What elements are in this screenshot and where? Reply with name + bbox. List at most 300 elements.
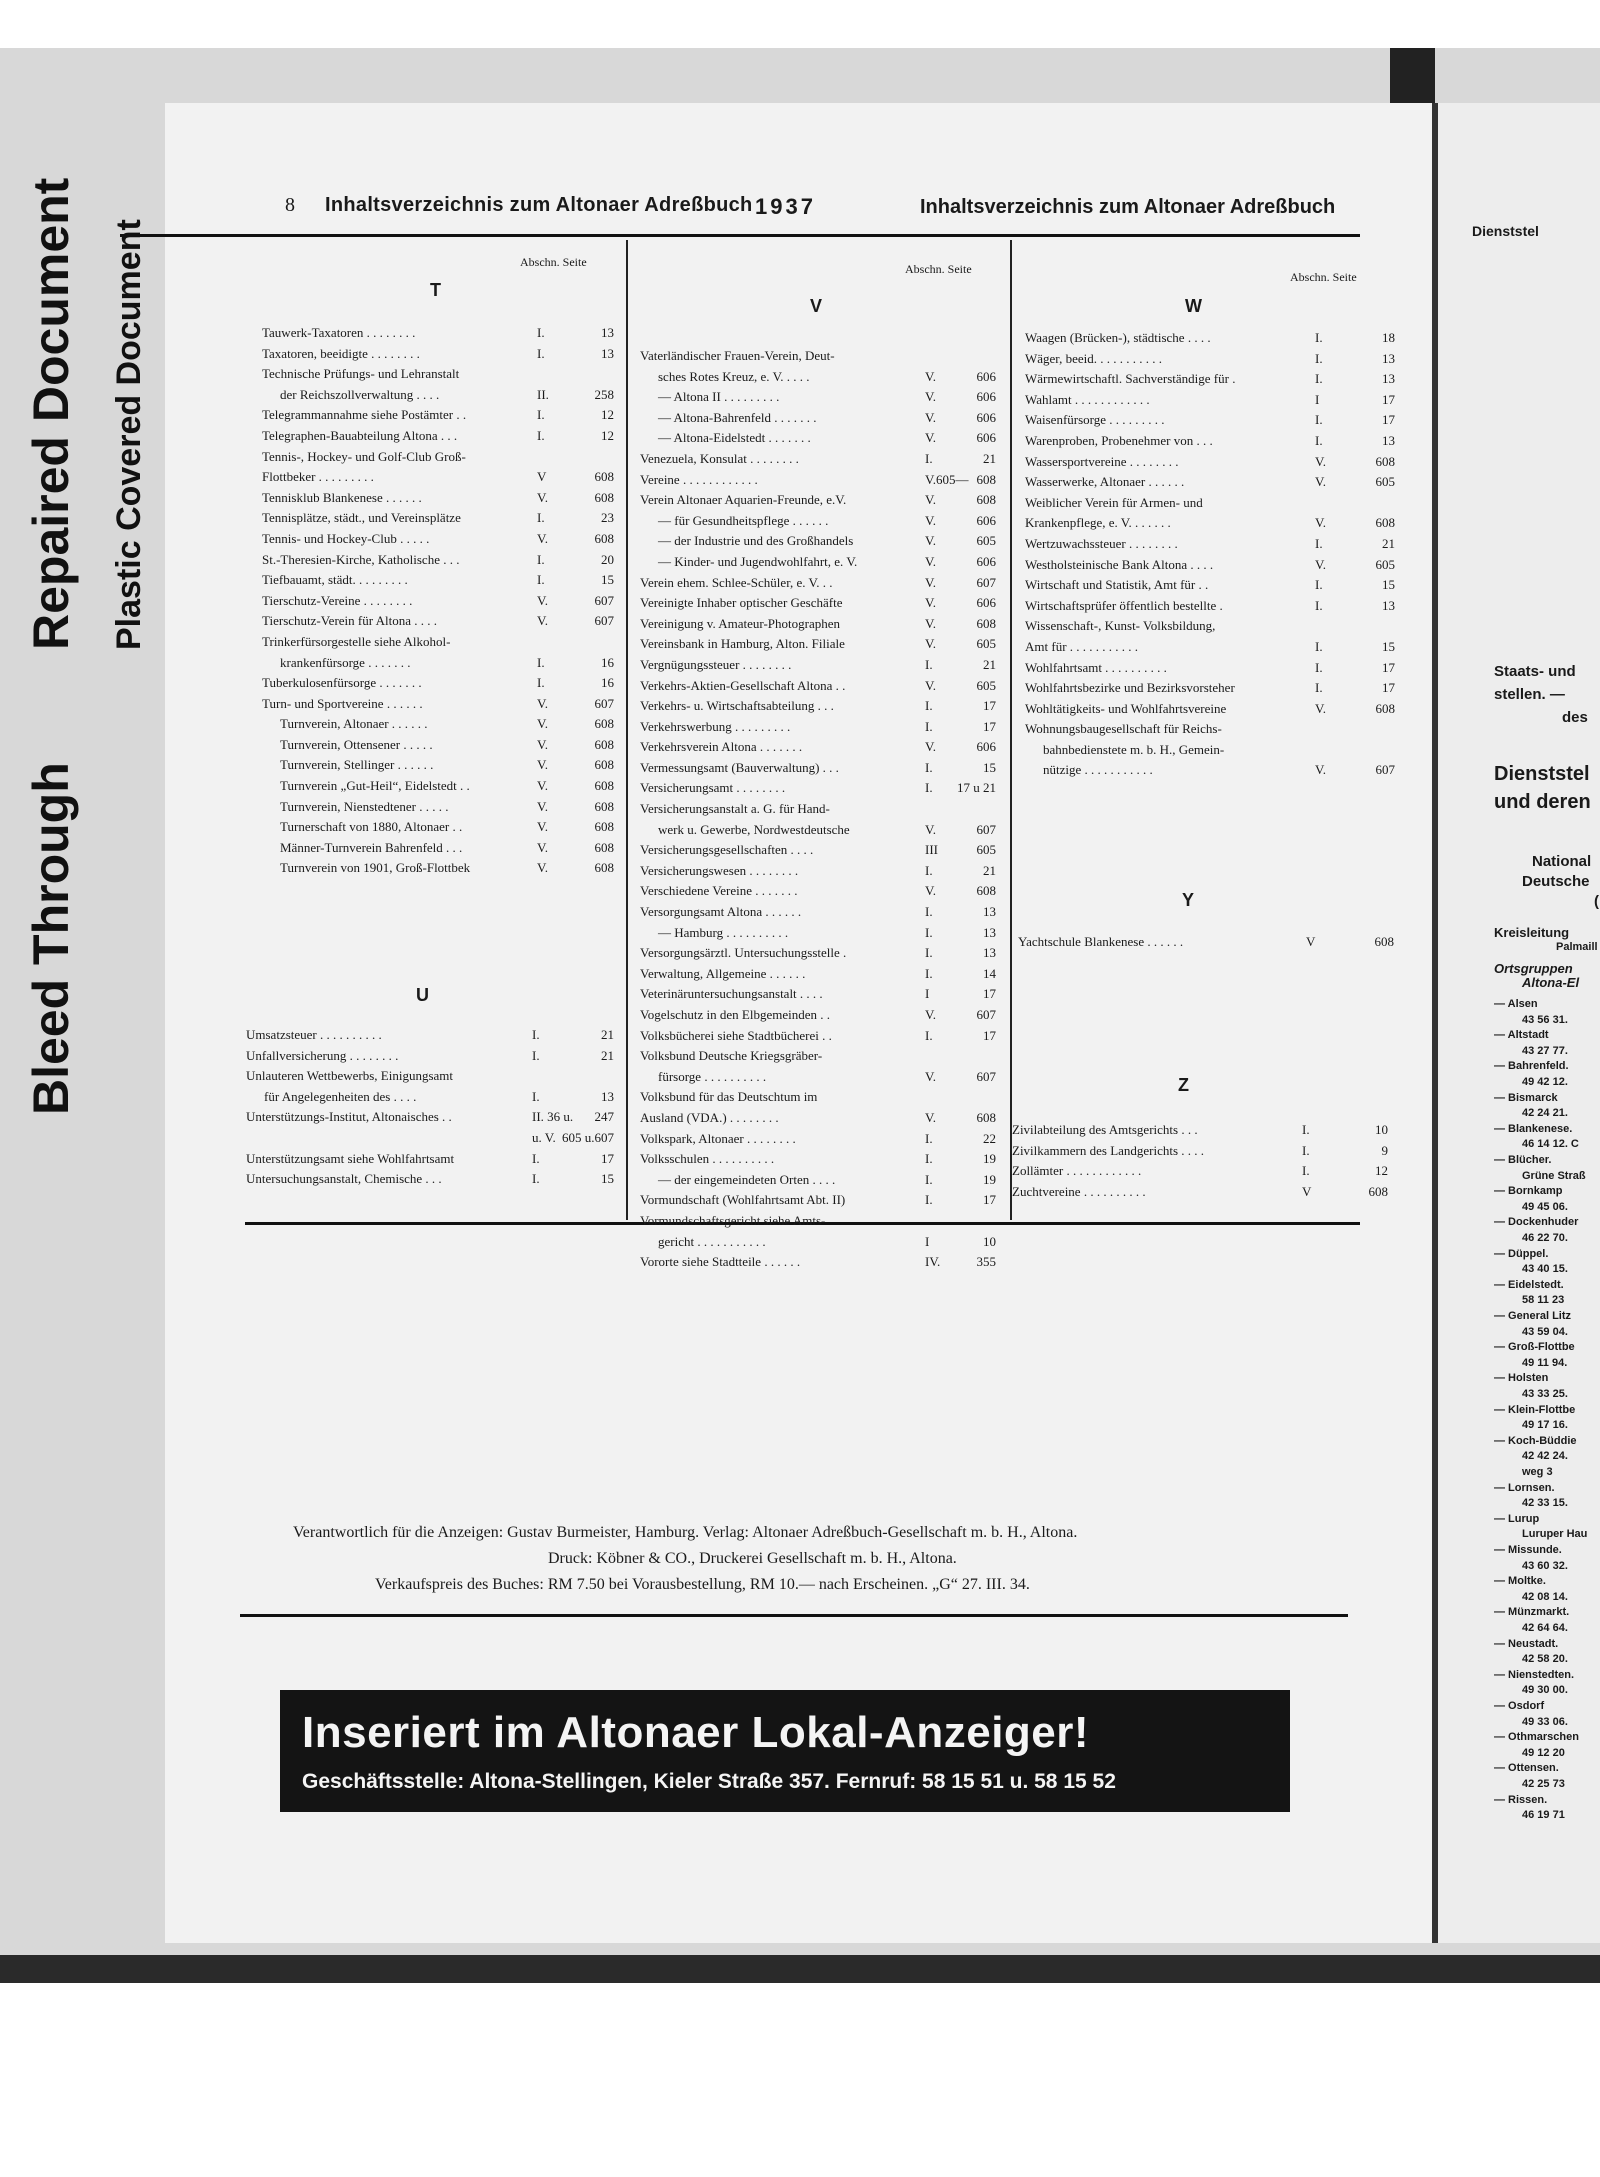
entry-section: V. [537, 592, 548, 608]
index-entry [1025, 328, 1395, 349]
adjacent-list-item: 43 60 32. [1522, 1559, 1568, 1572]
index-entry [640, 840, 995, 861]
entry-label: Vororte siehe Stadtteile . . . . . . [640, 1254, 801, 1270]
entry-page: 247 [594, 1109, 614, 1125]
entry-page: 13 [601, 345, 614, 361]
entry-label: Unfallversicherung . . . . . . . . [246, 1047, 399, 1063]
entry-label: Veterinäruntersuchungsanstalt . . . . [640, 986, 823, 1002]
entry-section: I. [532, 1027, 540, 1042]
entry-page: 606 [976, 512, 996, 528]
entry-page: 17 [1382, 391, 1395, 407]
index-entry [1025, 513, 1395, 534]
entry-section: I. [925, 450, 933, 466]
entry-label: Verein ehem. Schlee-Schüler, e. V. . . [640, 574, 833, 590]
entry-page: 17 u 21 [957, 780, 996, 796]
entry-label: nützige . . . . . . . . . . . [1043, 762, 1153, 778]
entry-section: V. [537, 695, 548, 711]
index-entry [640, 408, 995, 429]
entry-page: 13 [1382, 432, 1395, 448]
entry-page: 13 [1382, 597, 1395, 613]
adjacent-list-item: — Dockenhuder [1494, 1216, 1579, 1229]
entry-section: V. [1315, 556, 1326, 572]
adjacent-list-item: — Nienstedten. [1494, 1668, 1575, 1681]
entry-section: V.605— [925, 471, 969, 487]
index-entry [1025, 740, 1380, 761]
entry-page: 608 [594, 530, 614, 546]
entry-section: I. [537, 325, 545, 340]
entry-page: 607 [976, 574, 996, 590]
entry-section: V [1306, 934, 1316, 949]
entry-section: I. [532, 1047, 540, 1063]
entry-section: II. [537, 386, 549, 402]
index-entry [640, 1252, 995, 1273]
entry-label: Versicherungsanstalt a. G. für Hand- [640, 801, 830, 817]
index-entry [640, 799, 995, 820]
entry-page: 17 [983, 698, 996, 714]
adjacent-list-item: — Bahrenfeld. [1494, 1060, 1569, 1073]
index-entry [640, 696, 995, 717]
entry-section: V. [925, 533, 936, 549]
entry-page: 18 [1382, 330, 1395, 345]
adjacent-list-item: 42 33 15. [1522, 1497, 1568, 1510]
entry-section: V. [1315, 762, 1326, 778]
adjacent-list-item: — Holsten [1494, 1372, 1549, 1385]
entry-label: Wohlfahrtsamt . . . . . . . . . . [1025, 659, 1167, 675]
index-entry [640, 531, 995, 552]
entry-section: V. [925, 1109, 936, 1125]
entry-page: 15 [1382, 638, 1395, 654]
entry-label: sches Rotes Kreuz, e. V. . . . . [658, 368, 810, 384]
entry-page: 608 [594, 798, 614, 814]
label-bleed-through: Bleed Through [23, 762, 79, 1115]
entry-section: V. [925, 492, 936, 508]
index-entry [262, 405, 617, 426]
index-entry [640, 1026, 995, 1047]
entry-label: Wirtschaft und Statistik, Amt für . . [1025, 577, 1209, 593]
index-entry [262, 653, 617, 674]
entry-section: I. [1315, 412, 1323, 428]
adjacent-list-item: 42 08 14. [1522, 1590, 1568, 1603]
entry-label: Turnverein, Altonaer . . . . . . [280, 716, 428, 732]
entry-section: V. [925, 409, 936, 425]
entry-label: Turnverein, Nienstedtener . . . . . [280, 798, 449, 814]
col3-head: Abschn. Seite [1290, 270, 1357, 284]
entry-page: 21 [983, 862, 996, 878]
adjacent-text: Kreisleitung [1494, 925, 1570, 940]
entry-page: 606 [976, 595, 996, 611]
entry-section: I. [925, 965, 933, 981]
entry-page: 608 [594, 757, 614, 773]
entry-label: fürsorge . . . . . . . . . . [658, 1068, 767, 1084]
adjacent-list-item: 49 17 16. [1522, 1419, 1568, 1432]
entry-page: 608 [594, 469, 614, 485]
col1-head: Abschn. Seite [520, 255, 587, 269]
entry-page: 10 [983, 1233, 996, 1249]
index-entry [640, 881, 995, 902]
entry-label: Vereinigte Inhaber optischer Geschäfte [640, 595, 843, 611]
entry-label: Turnverein „Gut-Heil“, Eidelstedt . . [280, 778, 470, 794]
entry-label: — Altona II . . . . . . . . . [658, 389, 780, 405]
entry-label: Trinkerfürsorgestelle siehe Alkohol- [262, 633, 451, 649]
letter-v: V [810, 296, 825, 316]
adjacent-text: Palmaill [1556, 941, 1598, 953]
adjacent-list-item: 43 33 25. [1522, 1388, 1568, 1400]
index-entry [262, 591, 617, 612]
entry-label: Wahlamt . . . . . . . . . . . . [1025, 391, 1150, 407]
index-entry [1025, 699, 1395, 720]
entry-label: Vermessungsamt (Bauverwaltung) . . . [640, 759, 839, 775]
index-entry [262, 550, 617, 571]
entry-section: I. [925, 780, 933, 796]
index-entry [262, 735, 617, 756]
adjacent-list-item: Grüne Straß [1522, 1169, 1586, 1182]
adjacent-list-item: 49 33 06. [1522, 1715, 1568, 1728]
index-entry [1025, 719, 1380, 740]
entry-section: V. [925, 574, 936, 590]
entry-page: 21 [983, 450, 996, 466]
entry-label: Verkehrswerbung . . . . . . . . . [640, 718, 791, 734]
entry-section: V. [537, 757, 548, 773]
letter-w: W [1185, 296, 1204, 316]
entry-label: Unterstützungsamt siehe Wohlfahrtsamt [246, 1150, 455, 1166]
letter-z: Z [1178, 1075, 1191, 1095]
adjacent-list-item: 42 24 21. [1522, 1107, 1568, 1120]
adjacent-list-item: 42 64 64. [1522, 1622, 1568, 1634]
entry-section: V. [925, 1007, 936, 1022]
entry-label: Krankenpflege, e. V. . . . . . . [1025, 515, 1171, 531]
entry-label: Versorgungsärztl. Untersuchungsstelle . [640, 945, 847, 961]
adjacent-list-item: — Ottensen. [1494, 1762, 1559, 1775]
adjacent-list-item: — Klein-Flottbe [1494, 1403, 1576, 1416]
entry-label: Unterstützungs-Institut, Altonaisches . . [246, 1109, 452, 1125]
index-entry [262, 508, 617, 529]
page-number: 8 [285, 194, 295, 216]
entry-section: V. [925, 1068, 936, 1084]
entry-page: 21 [601, 1047, 614, 1063]
index-entry [640, 470, 995, 491]
adjacent-list-item: — Groß-Flottbe [1494, 1341, 1575, 1354]
entry-label: Verschiedene Vereine . . . . . . . [640, 883, 798, 899]
index-entry [246, 1025, 617, 1046]
entry-section: I. [532, 1088, 540, 1104]
header-title-right: Inhaltsverzeichnis zum Altonaer Adreßbuch [920, 196, 1336, 218]
index-entry [246, 1066, 617, 1087]
entry-label: Tierschutz-Verein für Altona . . . . [262, 613, 437, 629]
entry-page: 15 [983, 759, 996, 775]
index-entry [1012, 1161, 1388, 1182]
index-entry [262, 447, 617, 468]
entry-section: I. [532, 1171, 540, 1187]
entry-page: 606 [976, 430, 996, 446]
index-column-t [262, 323, 617, 879]
entry-page: 608 [594, 819, 614, 835]
entry-section: I. [537, 345, 545, 361]
entry-label: Vormundschaftsgericht siehe Amts- [640, 1212, 826, 1228]
entry-label: Wärmewirtschaftl. Sachverständige für . [1025, 371, 1236, 387]
entry-page: 16 [601, 654, 614, 670]
entry-section: I [1315, 391, 1320, 407]
entry-label: Versorgungsamt Altona . . . . . . [640, 904, 802, 920]
entry-label: Untersuchungsanstalt, Chemische . . . [246, 1171, 442, 1187]
entry-page: 21 [983, 656, 996, 672]
entry-page: 608 [594, 489, 614, 505]
entry-label: Warenproben, Probenehmer von . . . [1025, 432, 1213, 448]
entry-section: I. [1315, 371, 1323, 387]
entry-page: 15 [601, 1171, 614, 1187]
entry-page: 608 [594, 839, 614, 855]
entry-label: krankenfürsorge . . . . . . . [280, 654, 411, 670]
entry-label: Ausland (VDA.) . . . . . . . . [640, 1109, 779, 1125]
entry-label: für Angelegenheiten des . . . . [264, 1088, 417, 1104]
entry-section: V. [537, 798, 548, 814]
entry-section: V. [537, 489, 548, 505]
adjacent-list-item: — Münzmarkt. [1494, 1606, 1570, 1619]
entry-label: — Altona-Eidelstedt . . . . . . . [658, 430, 811, 446]
entry-label: Zivilkammern des Landgerichts . . . . [1012, 1142, 1205, 1158]
entry-page: 13 [983, 945, 996, 961]
adjacent-header: Dienststel [1472, 223, 1539, 239]
entry-page: 608 [594, 860, 614, 876]
entry-label: Telegraphen-Bauabteilung Altona . . . [262, 427, 458, 443]
adjacent-list-item: — Othmarschen [1494, 1731, 1579, 1744]
entry-page: 23 [601, 510, 614, 526]
entry-label: Waagen (Brücken-), städtische . . . . [1025, 330, 1211, 345]
entry-page: 608 [976, 615, 996, 631]
entry-page: 13 [601, 1088, 614, 1104]
index-entry [640, 511, 995, 532]
entry-page: 17 [983, 1027, 996, 1043]
index-entry [262, 529, 617, 550]
entry-section: I. [537, 675, 545, 691]
adjacent-list-item: — Lurup [1494, 1512, 1540, 1525]
adjacent-list-item: 43 40 15. [1522, 1263, 1568, 1276]
entry-page: 608 [594, 716, 614, 732]
index-entry [262, 776, 617, 797]
entry-section: V. [925, 430, 936, 446]
entry-section: I. [925, 1151, 933, 1167]
index-entry [640, 820, 995, 841]
entry-page: 12 [601, 407, 614, 423]
entry-page: 606 [976, 739, 996, 755]
entry-section: I. [1302, 1163, 1310, 1179]
adjacent-text: Deutsche [1522, 873, 1590, 890]
index-entry [640, 346, 995, 367]
adjacent-list-item: — Alsen [1494, 998, 1538, 1010]
index-entry [262, 323, 617, 344]
entry-section: I. [537, 572, 545, 588]
entry-label: gericht . . . . . . . . . . . [658, 1233, 766, 1249]
index-entry [640, 1129, 995, 1150]
index-entry [1012, 1141, 1388, 1162]
entry-page: 605 [976, 842, 996, 858]
index-entry [262, 838, 617, 859]
letter-u: U [416, 985, 431, 1005]
entry-label: Versicherungsamt . . . . . . . . [640, 780, 786, 796]
entry-page: 606 [976, 368, 996, 384]
entry-label: Wertzuwachssteuer . . . . . . . . [1025, 535, 1178, 551]
index-entry [640, 1190, 995, 1211]
index-entry [1025, 534, 1395, 555]
index-entry [262, 797, 617, 818]
entry-section: V. [925, 368, 936, 384]
entry-section: I. [532, 1150, 540, 1166]
adjacent-list-item: — Eidelstedt. [1494, 1278, 1564, 1291]
index-entry [640, 552, 995, 573]
entry-page: 12 [1375, 1163, 1388, 1179]
entry-label: Westholsteinische Bank Altona . . . . [1025, 556, 1214, 572]
index-entry [246, 1149, 617, 1170]
entry-section: V. [925, 553, 936, 569]
index-entry [640, 634, 995, 655]
entry-section: I. [537, 427, 545, 443]
entry-page: 17 [1382, 659, 1395, 675]
entry-section: I. [925, 924, 933, 940]
index-entry [640, 717, 995, 738]
index-entry [262, 426, 617, 447]
adjacent-list-item: 49 30 00. [1522, 1684, 1568, 1697]
scan-bottom-edge [0, 1955, 1600, 1983]
entry-page: 14 [983, 965, 996, 981]
entry-page: 17 [601, 1150, 614, 1166]
header-title-left: Inhaltsverzeichnis zum Altonaer Adreßbuch [325, 194, 753, 216]
index-entry [1025, 760, 1395, 781]
entry-section: I. [537, 551, 545, 567]
document-labels [22, 177, 152, 1120]
entry-page: 605 [976, 533, 996, 549]
entry-section: I. [925, 904, 933, 920]
entry-page: 608 [976, 471, 996, 487]
entry-section: V. [537, 530, 548, 546]
entry-section: I. [925, 862, 933, 878]
adjacent-list-item: 42 25 73 [1522, 1778, 1565, 1790]
entry-section: III [925, 842, 938, 858]
entry-page: 606 [976, 409, 996, 425]
entry-page: 17 [1382, 412, 1395, 428]
index-entry [246, 1107, 617, 1128]
entry-section: I. [925, 718, 933, 734]
adjacent-list-item: — Neustadt. [1494, 1637, 1559, 1650]
entry-page: 608 [594, 736, 614, 752]
index-entry [640, 387, 995, 408]
entry-page: 20 [601, 551, 614, 567]
entry-label: Zollämter . . . . . . . . . . . . [1012, 1163, 1142, 1179]
entry-section: V. [537, 860, 548, 876]
entry-section: V. [925, 821, 936, 837]
entry-section: V [537, 469, 547, 485]
adjacent-list-item: — Altstadt [1494, 1029, 1549, 1042]
column-rule [1010, 240, 1012, 1220]
entry-label: Verkehrs- u. Wirtschaftsabteilung . . . [640, 698, 834, 714]
entry-section: I. [1315, 577, 1323, 593]
adjacent-list-item: — Bismarck [1494, 1091, 1558, 1104]
entry-label: Tennis-, Hockey- und Golf-Club Groß- [262, 448, 466, 464]
entry-section: V. [537, 716, 548, 732]
adjacent-text: ( [1594, 893, 1599, 910]
index-entry [640, 1170, 995, 1191]
adjacent-text: Altona-El [1522, 975, 1580, 990]
entry-page: 13 [1382, 371, 1395, 387]
entry-page: 605 [976, 677, 996, 693]
entry-label: — der eingemeindeten Orten . . . . [658, 1171, 836, 1187]
entry-section: I. [1302, 1122, 1310, 1137]
entry-section: I. [1315, 597, 1323, 613]
index-entry [1025, 349, 1395, 370]
index-entry [262, 632, 617, 653]
entry-section: V [1302, 1183, 1312, 1199]
entry-page: 355 [976, 1254, 996, 1270]
adjacent-list-item: 46 14 12. C [1522, 1138, 1579, 1151]
entry-label: Wassersportvereine . . . . . . . . [1025, 453, 1179, 469]
entry-page: 258 [594, 386, 614, 402]
index-entry [262, 714, 617, 735]
index-entry [262, 467, 617, 488]
entry-section: I. [537, 510, 545, 526]
adjacent-list-item: 58 11 23 [1522, 1294, 1565, 1307]
entry-label: Volksbund für das Deutschtum im [640, 1089, 818, 1105]
adjacent-list-item: — Lornsen. [1494, 1481, 1555, 1494]
adjacent-list-item: 49 12 20 [1522, 1746, 1565, 1759]
entry-label: Turnverein von 1901, Groß-Flottbek [280, 860, 471, 876]
index-entry [1025, 410, 1395, 431]
entry-page: 608 [976, 1109, 996, 1125]
entry-page: 608 [1368, 1183, 1388, 1199]
entry-page: 19 [983, 1171, 996, 1187]
entry-page: 17 [983, 718, 996, 734]
index-entry [640, 984, 995, 1005]
entry-section: V. [925, 615, 936, 631]
entry-section: I. [1315, 350, 1323, 366]
entry-page: 21 [1382, 535, 1395, 551]
entry-page: 606 [976, 553, 996, 569]
entry-page: 19 [983, 1151, 996, 1167]
entry-section: V. [1315, 515, 1326, 531]
adjacent-page [1432, 103, 1600, 1943]
entry-label: Vormundschaft (Wohlfahrtsamt Abt. II) [640, 1192, 846, 1208]
entry-page: 607 [976, 1068, 996, 1084]
entry-page: 13 [983, 904, 996, 920]
entry-page: 15 [1382, 577, 1395, 593]
adjacent-list-item: — Blankenese. [1494, 1122, 1573, 1135]
letter-y: Y [1182, 890, 1197, 910]
index-entry [262, 488, 617, 509]
entry-page: 9 [1381, 1142, 1388, 1158]
index-entry [1025, 637, 1395, 658]
index-entry [1012, 1120, 1388, 1141]
adjacent-list-item: 42 42 24. [1522, 1450, 1568, 1463]
entry-label: Volksbund Deutsche Kriegsgräber- [640, 1048, 823, 1064]
entry-label: Waisenfürsorge . . . . . . . . . [1025, 412, 1165, 428]
index-entry [1025, 472, 1395, 493]
index-entry [640, 1149, 995, 1170]
adjacent-list-item: 43 56 31. [1522, 1013, 1568, 1026]
entry-page: 608 [976, 492, 996, 508]
index-entry [262, 755, 617, 776]
entry-page: 608 [1375, 700, 1395, 716]
index-entry [640, 593, 995, 614]
entry-label: Tennis- und Hockey-Club . . . . . [262, 530, 430, 546]
index-entry [1025, 678, 1395, 699]
entry-page: 607 [594, 695, 614, 711]
index-entry [640, 490, 995, 511]
adjacent-list-item: — Missunde. [1494, 1544, 1562, 1556]
entry-label: Verkehrs-Aktien-Gesellschaft Altona . . [640, 677, 846, 693]
entry-label: Turnverein, Stellinger . . . . . . [280, 757, 434, 773]
entry-page: 15 [601, 572, 614, 588]
index-entry [262, 570, 617, 591]
index-entry [640, 449, 995, 470]
label-repaired-document: Repaired Document [23, 177, 79, 650]
entry-page: 607 [976, 821, 996, 837]
